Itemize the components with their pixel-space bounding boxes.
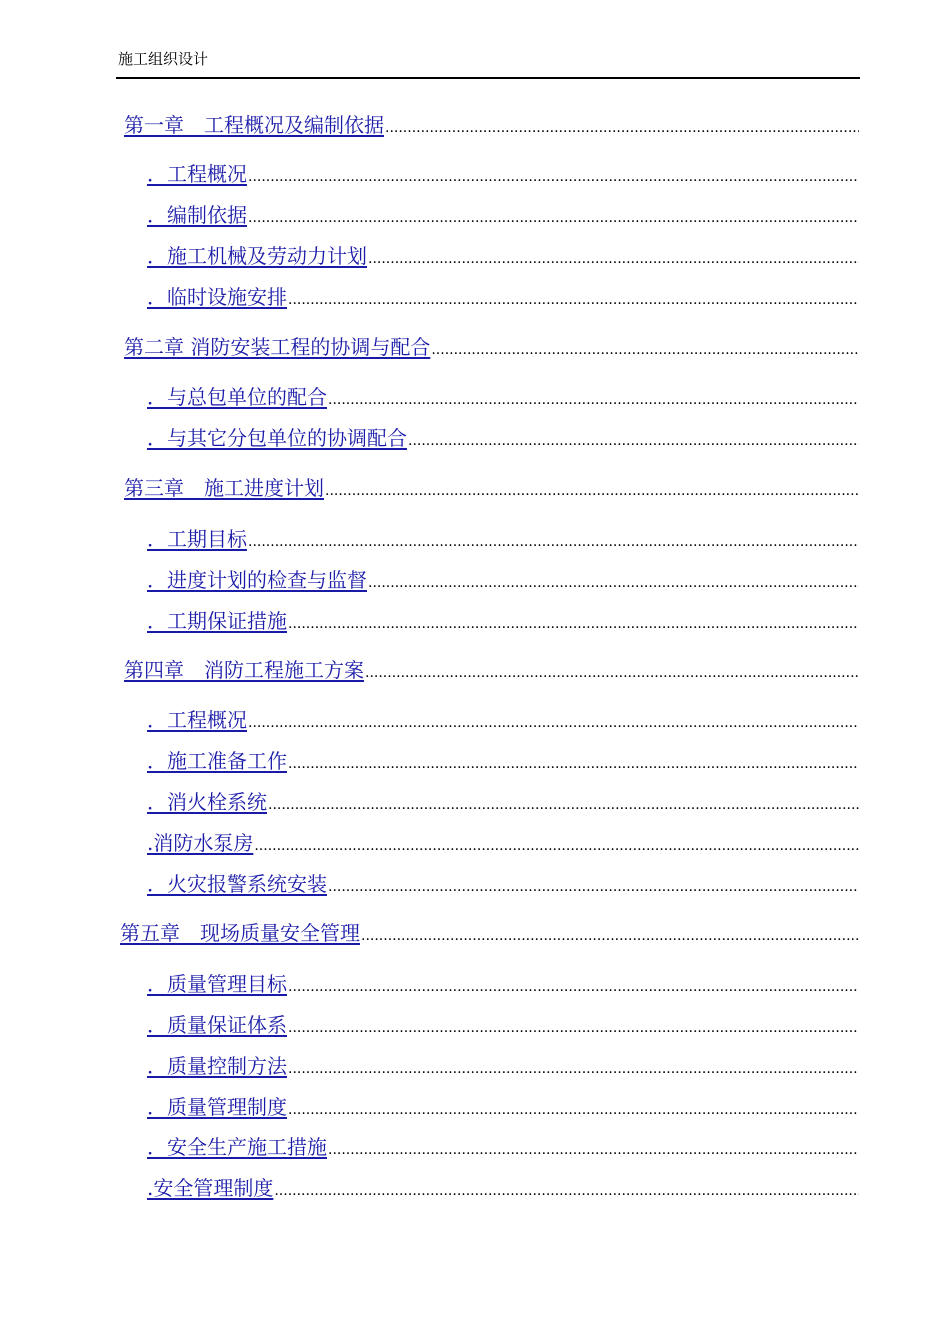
toc-chapter-4 xyxy=(124,657,859,686)
toc-chapter-2 xyxy=(124,334,859,363)
toc-section xyxy=(147,384,859,413)
toc-link[interactable]: ．施工准备工作 xyxy=(147,749,287,773)
toc-section xyxy=(147,1094,859,1123)
toc-link[interactable]: ．工期目标 xyxy=(147,527,247,551)
toc-leader xyxy=(248,164,859,190)
toc-leader xyxy=(288,751,859,777)
toc-leader xyxy=(248,205,859,231)
toc-leader xyxy=(248,710,859,736)
toc-section xyxy=(147,526,859,555)
toc-leader xyxy=(385,115,859,141)
toc-link[interactable]: .消防水泵房 xyxy=(147,831,254,855)
toc-link[interactable]: 第五章 现场质量安全管理 xyxy=(120,921,360,945)
toc-link[interactable]: ．施工机械及劳动力计划 xyxy=(147,244,367,268)
toc-leader xyxy=(361,923,859,949)
toc-link[interactable]: 第二章 消防安装工程的协调与配合 xyxy=(124,335,431,359)
toc-leader xyxy=(288,974,859,1000)
toc-section xyxy=(147,608,859,637)
toc-leader xyxy=(288,1015,859,1041)
toc-section xyxy=(147,567,859,596)
toc-link[interactable]: ．与其它分包单位的协调配合 xyxy=(147,426,407,450)
toc-leader xyxy=(274,1178,859,1204)
toc-link[interactable]: ．质量管理目标 xyxy=(147,972,287,996)
toc-leader xyxy=(368,246,859,272)
toc-section xyxy=(147,748,859,777)
toc-chapter-5 xyxy=(120,920,859,949)
toc-link[interactable]: ．工程概况 xyxy=(147,708,247,732)
toc-section xyxy=(147,1053,859,1082)
toc-link[interactable]: 第三章 施工进度计划 xyxy=(124,476,324,500)
toc-chapter-1 xyxy=(124,112,859,141)
toc-link[interactable]: ．临时设施安排 xyxy=(147,285,287,309)
toc-leader xyxy=(288,611,859,637)
toc-link[interactable]: ．与总包单位的配合 xyxy=(147,385,327,409)
toc-section xyxy=(147,830,859,859)
toc-link[interactable]: ．质量保证体系 xyxy=(147,1013,287,1037)
toc-section xyxy=(147,971,859,1000)
toc-leader xyxy=(268,792,859,818)
toc-link[interactable]: ．质量管理制度 xyxy=(147,1095,287,1119)
toc-link[interactable]: 第四章 消防工程施工方案 xyxy=(124,658,364,682)
toc-chapter-3 xyxy=(124,475,859,504)
toc-section xyxy=(147,789,859,818)
toc-leader xyxy=(328,874,859,900)
toc-leader xyxy=(325,478,859,504)
toc-leader xyxy=(288,1056,859,1082)
toc-section xyxy=(147,1012,859,1041)
toc-section xyxy=(147,871,859,900)
toc-leader xyxy=(408,428,859,454)
toc-leader xyxy=(328,1137,859,1163)
toc-link[interactable]: ．编制依据 xyxy=(147,203,247,227)
toc-link[interactable]: ．安全生产施工措施 xyxy=(147,1135,327,1159)
toc-link[interactable]: ．消火栓系统 xyxy=(147,790,267,814)
toc-link[interactable]: .安全管理制度 xyxy=(147,1176,274,1200)
toc-leader xyxy=(288,287,859,313)
toc-leader xyxy=(365,660,859,686)
toc-section xyxy=(147,1134,859,1163)
toc-section xyxy=(147,425,859,454)
toc-section xyxy=(147,1175,859,1204)
toc-leader xyxy=(368,570,859,596)
toc-leader xyxy=(248,529,859,555)
toc-link[interactable]: ．质量控制方法 xyxy=(147,1054,287,1078)
toc-section xyxy=(147,161,859,190)
toc-link[interactable]: ．工程概况 xyxy=(147,162,247,186)
toc-link[interactable]: ．进度计划的检查与监督 xyxy=(147,568,367,592)
toc-section xyxy=(147,202,859,231)
toc-section xyxy=(147,707,859,736)
toc-leader xyxy=(431,337,859,363)
toc-link[interactable]: ．工期保证措施 xyxy=(147,609,287,633)
toc-section xyxy=(147,284,859,313)
toc-link[interactable]: 第一章 工程概况及编制依据 xyxy=(124,113,384,137)
toc-link[interactable]: ．火灾报警系统安装 xyxy=(147,872,327,896)
toc-leader xyxy=(254,833,859,859)
toc-section xyxy=(147,243,859,272)
toc-leader xyxy=(328,387,859,413)
running-header: 施工组织设计 xyxy=(118,50,209,68)
toc-leader xyxy=(288,1097,859,1123)
